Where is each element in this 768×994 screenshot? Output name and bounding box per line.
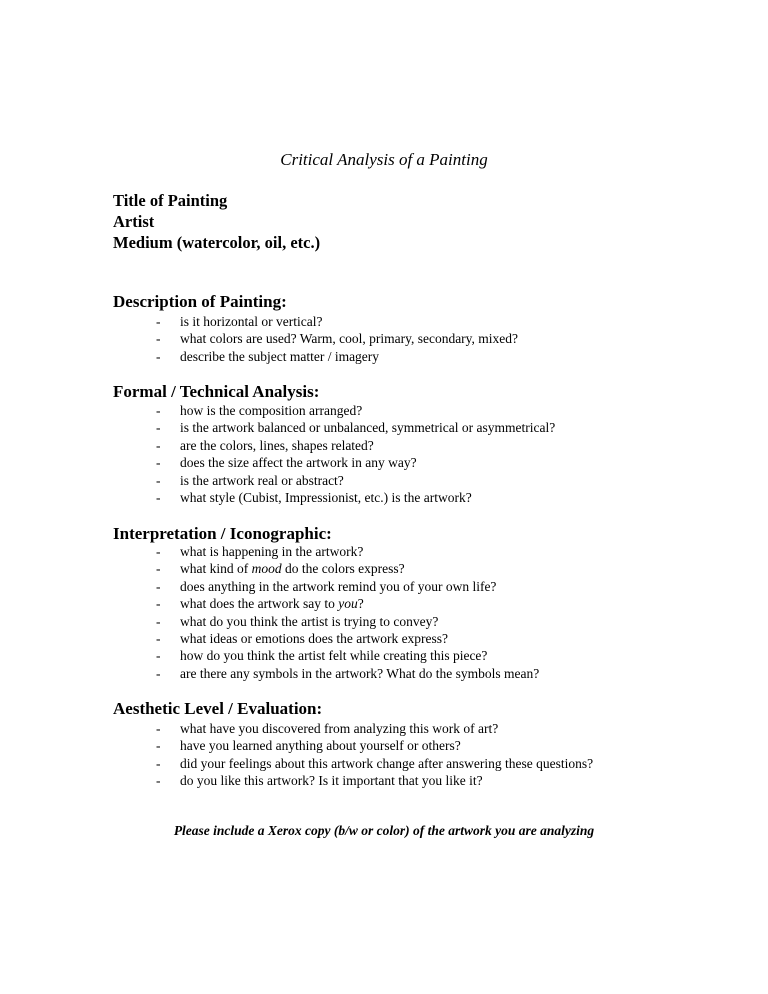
question-item (156, 630, 539, 647)
question-text: what does the artwork say to (180, 596, 339, 612)
question-item (156, 665, 539, 682)
question-item (156, 543, 539, 560)
question-list-interpretation (156, 543, 539, 682)
bullet-dash: - (156, 721, 161, 736)
question-text: does the size affect the artwork in any way? (180, 455, 417, 471)
question-item (156, 737, 593, 754)
question-text: did your feelings about this artwork change after answering these questions? (180, 755, 594, 771)
bullet-dash: - (156, 773, 161, 789)
meta-medium: Medium (watercolor, oil, etc.) (113, 233, 321, 252)
question-text: what colors are used? Warm, cool, primary, secondary, mixed? (180, 331, 519, 347)
bullet-dash: - (156, 578, 161, 594)
question-text: do the colors express? (281, 561, 405, 577)
bullet-dash: - (156, 420, 161, 436)
bullet-dash: - (156, 331, 161, 347)
section-heading-aesthetic: Aesthetic Level / Evaluation: (113, 699, 323, 718)
question-text: have you learned anything about yourself or others? (180, 738, 461, 754)
question-text: do you like this artwork? Is it important that you like it? (180, 773, 483, 789)
bullet-dash: - (156, 738, 161, 754)
question-item (156, 772, 593, 789)
question-item (156, 402, 555, 419)
question-list-aesthetic (156, 720, 593, 790)
question-item (156, 595, 539, 612)
bullet-dash: - (156, 403, 161, 418)
meta-artist: Artist (113, 212, 155, 231)
emphasis-text: you (338, 596, 358, 612)
bullet-dash: - (156, 472, 161, 488)
question-item (156, 330, 518, 347)
question-text: what have you discovered from analyzing this work of art? (180, 721, 499, 736)
question-text: what is happening in the artwork? (180, 544, 364, 559)
question-text: how do you think the artist felt while creating this piece? (180, 648, 488, 664)
question-item (156, 647, 539, 664)
meta-title-of-painting: Title of Painting (113, 191, 228, 210)
question-text: how is the composition arranged? (180, 403, 363, 418)
document-title: Critical Analysis of a Painting (280, 150, 488, 169)
question-item (156, 489, 555, 506)
question-item (156, 419, 555, 436)
question-text: what kind of (180, 561, 252, 577)
bullet-dash: - (156, 648, 161, 664)
bullet-dash: - (156, 489, 161, 505)
bullet-dash: - (156, 755, 161, 771)
question-text: describe the subject matter / imagery (180, 348, 380, 364)
bullet-dash: - (156, 561, 161, 577)
question-item (156, 578, 539, 595)
question-text: what ideas or emotions does the artwork express? (180, 630, 449, 646)
bullet-dash: - (156, 544, 161, 559)
question-item (156, 720, 593, 737)
bullet-dash: - (156, 455, 161, 471)
question-item (156, 454, 555, 471)
question-item (156, 313, 518, 330)
emphasis-text: mood (251, 561, 282, 577)
question-text: is the artwork balanced or unbalanced, symmetrical or asymmetrical? (180, 420, 556, 436)
section-heading-interpretation: Interpretation / Iconographic: (113, 524, 332, 543)
question-item (156, 613, 539, 630)
question-text: what style (Cubist, Impressionist, etc.) is the artwork? (180, 489, 472, 505)
section-heading-description: Description of Painting: (113, 292, 287, 311)
question-text: ? (357, 596, 364, 612)
question-text: is it horizontal or vertical? (180, 314, 323, 329)
question-list-formal-technical (156, 402, 555, 506)
question-list-description (156, 313, 518, 365)
bullet-dash: - (156, 348, 161, 364)
footer-note: Please include a Xerox copy (b/w or color) of the artwork you are analyzing (173, 823, 595, 838)
question-item (156, 348, 518, 365)
question-text: does anything in the artwork remind you of your own life? (180, 578, 497, 594)
bullet-dash: - (156, 613, 161, 629)
bullet-dash: - (156, 665, 161, 681)
question-item (156, 437, 555, 454)
question-text: are there any symbols in the artwork? What do the symbols mean? (180, 665, 540, 681)
bullet-dash: - (156, 630, 161, 646)
question-text: are the colors, lines, shapes related? (180, 437, 374, 453)
question-item (156, 755, 593, 772)
section-heading-formal-technical: Formal / Technical Analysis: (113, 382, 320, 401)
question-text: is the artwork real or abstract? (180, 472, 344, 488)
question-item (156, 560, 539, 577)
bullet-dash: - (156, 437, 161, 453)
question-text: what do you think the artist is trying to convey? (180, 613, 439, 629)
question-item (156, 472, 555, 489)
bullet-dash: - (156, 314, 161, 329)
bullet-dash: - (156, 596, 161, 612)
